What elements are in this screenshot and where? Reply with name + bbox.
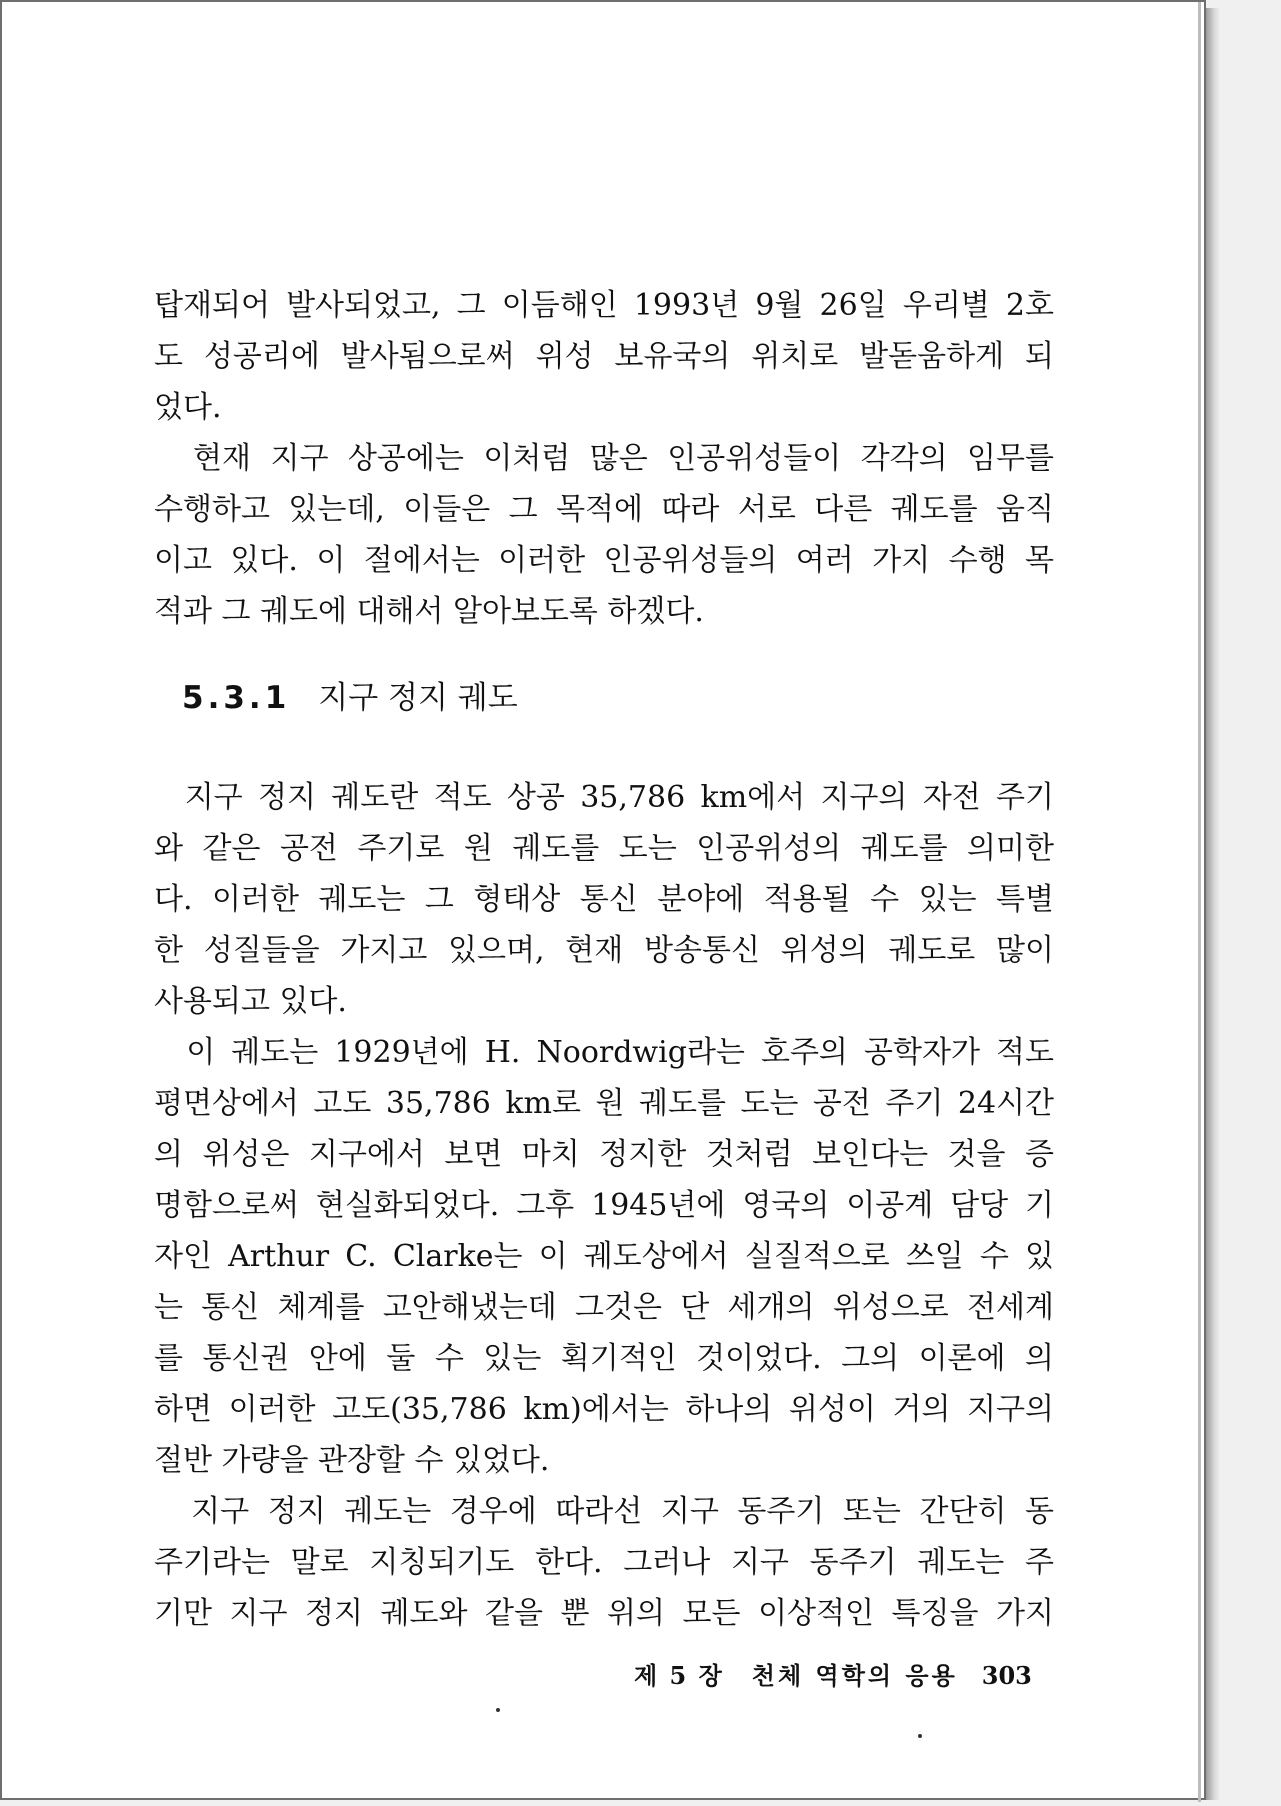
section-title: 지구 정지 궤도 [318,680,518,716]
body-text-block-2 [154,772,1054,1639]
text-line: 하면 이러한 고도(35,786 km)에서는 하나의 위성이 거의 지구의 [154,1392,1054,1427]
footer-chapter-title: 천체 역학의 응용 [751,1661,958,1690]
text-line: 기만 지구 정지 궤도와 같을 뿐 위의 모든 이상적인 특징을 가지 [154,1596,1054,1631]
text-line: 다. 이러한 궤도는 그 형태상 통신 분야에 적용될 수 있는 특별 [154,882,1054,917]
scan-speck [918,1734,922,1738]
text-line: 자인 Arthur C. Clarke는 이 궤도상에서 실질적으로 쓰일 수 있 [154,1239,1054,1274]
text-line: 의 위성은 지구에서 보면 마치 정지한 것처럼 보인다는 것을 증 [154,1137,1054,1172]
text-line: 수행하고 있는데, 이들은 그 목적에 따라 서로 다른 궤도를 움직 [154,492,1054,527]
text-line: 절반 가량을 관장할 수 있었다. [154,1443,550,1478]
text-line: 현재 지구 상공에는 이처럼 많은 인공위성들이 각각의 임무를 [154,441,1054,476]
page-edge-shadow [1206,8,1220,1800]
text-line: 주기라는 말로 지칭되기도 한다. 그러나 지구 동주기 궤도는 주 [154,1545,1054,1580]
text-line: 사용되고 있다. [154,984,347,1019]
text-line: 와 같은 공전 주기로 원 궤도를 도는 인공위성의 궤도를 의미한 [154,831,1054,866]
section-number: 5.3.1 [182,680,291,716]
section-heading [182,672,518,717]
footer-chapter: 제 5 장 [634,1661,724,1690]
text-line: 이고 있다. 이 절에서는 이러한 인공위성들의 여러 가지 수행 목 [154,543,1054,578]
page-footer [634,1656,1032,1691]
text-line: 평면상에서 고도 35,786 km로 원 궤도를 도는 공전 주기 24시간 [154,1086,1054,1121]
text-line: 한 성질들을 가지고 있으며, 현재 방송통신 위성의 궤도로 많이 [154,933,1054,968]
scan-speck [496,1708,500,1712]
body-text-block-1 [154,280,1054,637]
text-line: 를 통신권 안에 둘 수 있는 획기적인 것이었다. 그의 이론에 의 [154,1341,1054,1376]
text-line: 지구 정지 궤도는 경우에 따라선 지구 동주기 또는 간단히 동 [154,1494,1054,1529]
text-line: 탑재되어 발사되었고, 그 이듬해인 1993년 9월 26일 우리별 2호 [154,288,1054,323]
text-line: 었다. [154,390,222,425]
text-line: 지구 정지 궤도란 적도 상공 35,786 km에서 지구의 자전 주기 [154,780,1054,815]
text-line: 는 통신 체계를 고안해냈는데 그것은 단 세개의 위성으로 전세계 [154,1290,1054,1325]
text-line: 이 궤도는 1929년에 H. Noordwig라는 호주의 공학자가 적도 [154,1035,1054,1070]
text-line: 명함으로써 현실화되었다. 그후 1945년에 영국의 이공계 담당 기 [154,1188,1054,1223]
text-line: 도 성공리에 발사됨으로써 위성 보유국의 위치로 발돋움하게 되 [154,339,1054,374]
page-number: 303 [981,1661,1032,1690]
page-binding-edge [1198,2,1201,1802]
text-line: 적과 그 궤도에 대해서 알아보도록 하겠다. [154,594,704,629]
